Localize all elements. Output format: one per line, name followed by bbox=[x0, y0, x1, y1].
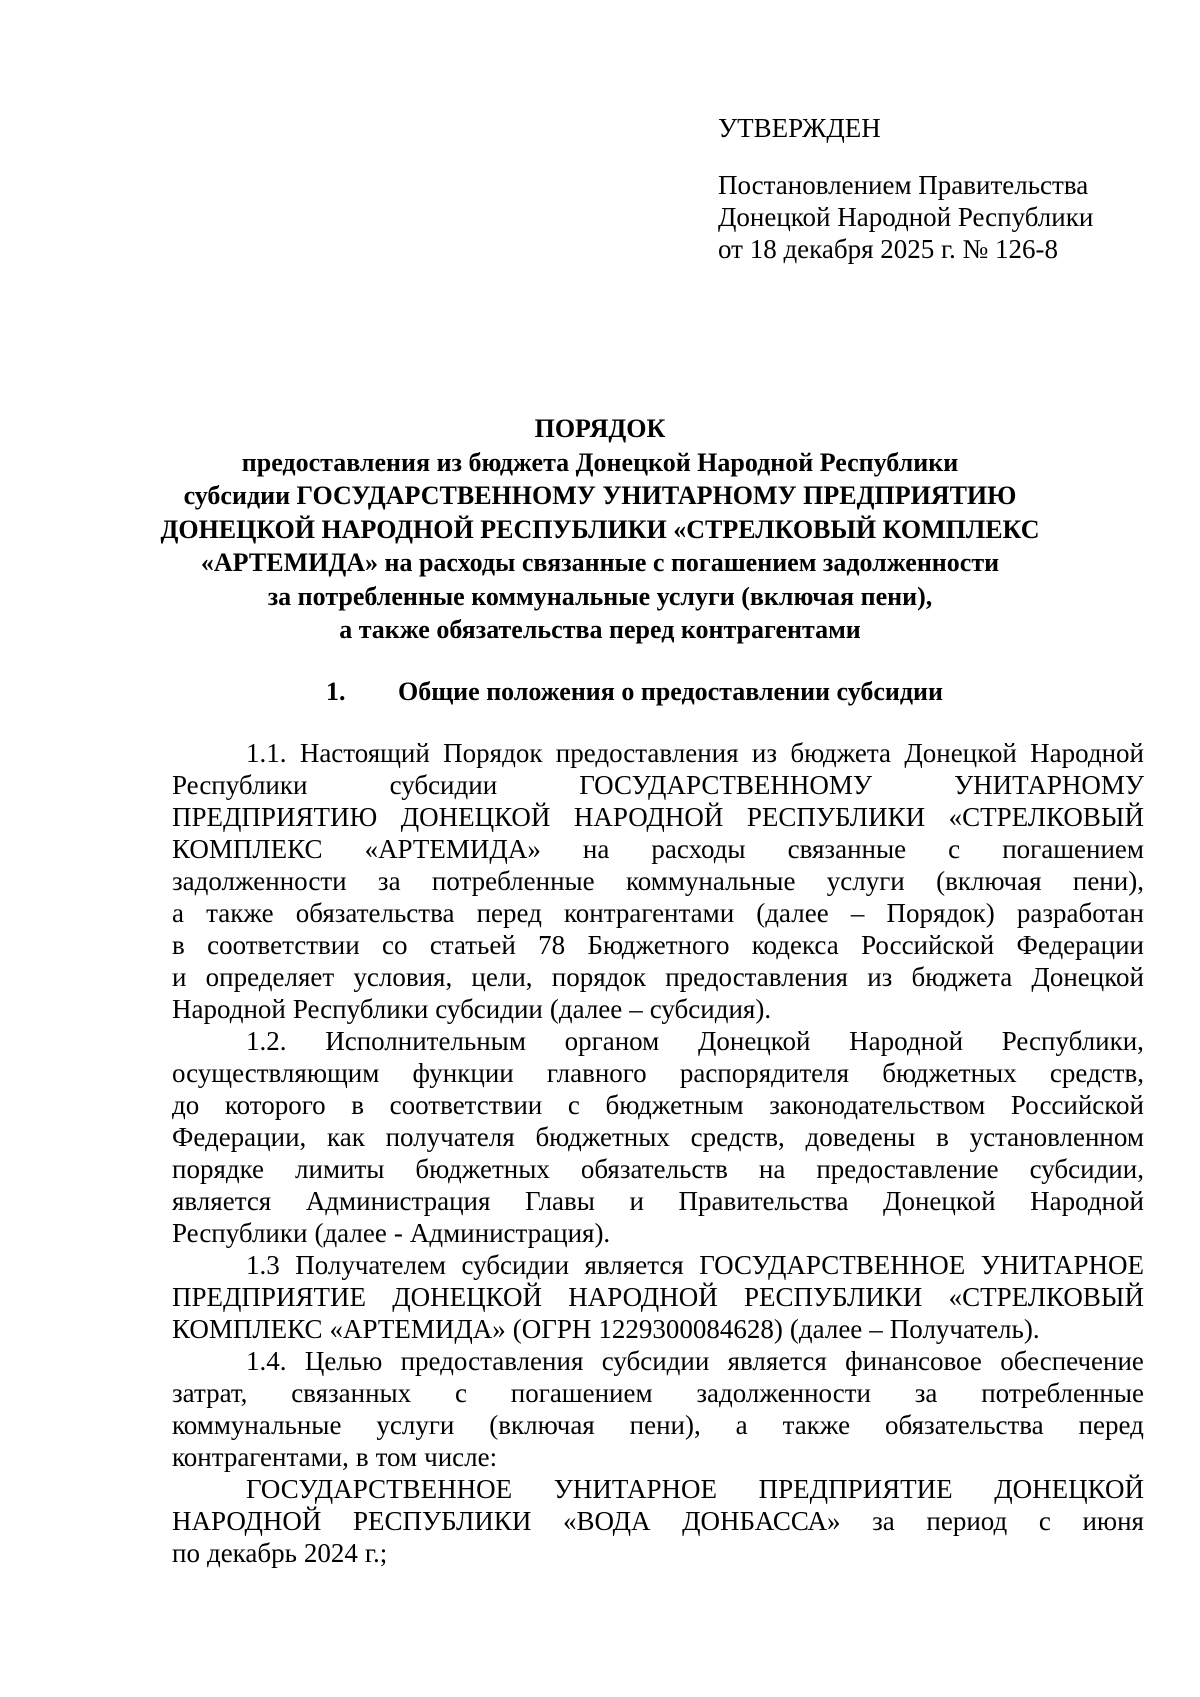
word: финансовое bbox=[845, 1346, 982, 1376]
title-line: а также обязательства перед контрагентами bbox=[339, 615, 861, 644]
text-line bbox=[172, 1377, 1144, 1409]
approval-line: Постановлением Правительства bbox=[718, 170, 1089, 200]
word: субсидии bbox=[461, 1250, 570, 1280]
word: (далее bbox=[549, 994, 623, 1024]
word: с bbox=[455, 1378, 467, 1408]
word: является bbox=[172, 1186, 272, 1216]
word: со bbox=[382, 930, 408, 960]
text-line bbox=[172, 1217, 1144, 1249]
word: субсидии bbox=[435, 994, 543, 1024]
word: и bbox=[172, 962, 187, 992]
text-line bbox=[172, 1089, 1144, 1121]
word: функции bbox=[412, 1058, 514, 1088]
word: 1.1. bbox=[246, 738, 287, 768]
approval-line: Донецкой Народной Республики bbox=[718, 202, 1094, 232]
word: Главы bbox=[524, 1186, 595, 1216]
text-line bbox=[172, 1057, 1144, 1089]
word: также bbox=[206, 898, 274, 928]
text-line bbox=[172, 1185, 1144, 1217]
text-line bbox=[172, 1025, 1144, 1057]
word: которого bbox=[224, 1090, 326, 1120]
word: соответствии bbox=[207, 930, 360, 960]
word: предоставление bbox=[816, 1154, 999, 1184]
word: пени), bbox=[1072, 866, 1144, 896]
approval-block bbox=[718, 112, 1093, 265]
word: Народной bbox=[1030, 1186, 1144, 1216]
word: РЕСПУБЛИКИ bbox=[746, 802, 926, 832]
word: разработан bbox=[1016, 898, 1144, 928]
word: Исполнительным bbox=[325, 1026, 526, 1056]
word: затрат, bbox=[172, 1378, 248, 1408]
word: ГОСУДАРСТВЕННОЕ bbox=[246, 1474, 513, 1504]
text-line bbox=[172, 1313, 1144, 1345]
word: перед bbox=[476, 898, 542, 928]
text-line bbox=[172, 1249, 1144, 1281]
word: и bbox=[629, 1186, 644, 1216]
text-line bbox=[172, 1473, 1144, 1505]
word: является bbox=[584, 1250, 684, 1280]
word: июня bbox=[1082, 1506, 1144, 1536]
text-line bbox=[172, 1441, 1144, 1473]
word: по bbox=[172, 1538, 200, 1568]
word: Донецкой bbox=[883, 1186, 996, 1216]
word: субсидии bbox=[389, 770, 498, 800]
word: предоставления bbox=[555, 738, 739, 768]
word: Получатель). bbox=[889, 1314, 1040, 1344]
word: 1.3 bbox=[246, 1250, 280, 1280]
word: Правительства bbox=[678, 1186, 849, 1216]
title-line: «АРТЕМИДА» на расходы связанные с погашением задолженности bbox=[200, 548, 1000, 577]
title-line: ПОРЯДОК bbox=[534, 414, 666, 443]
word: статьей bbox=[429, 930, 516, 960]
word: Порядок) bbox=[886, 898, 995, 928]
word: с bbox=[948, 834, 961, 864]
word: «АРТЕМИДА» bbox=[329, 1314, 506, 1344]
text-line bbox=[172, 1281, 1144, 1313]
word: соответствии bbox=[389, 1090, 543, 1120]
word: а bbox=[735, 1410, 748, 1440]
word: является bbox=[727, 1346, 827, 1376]
text-line bbox=[172, 865, 1144, 897]
word: УНИТАРНОМУ bbox=[954, 770, 1144, 800]
word: Администрация). bbox=[409, 1218, 611, 1248]
word: (далее bbox=[756, 898, 829, 928]
word: Донецкой bbox=[904, 738, 1017, 768]
text-line bbox=[172, 1121, 1144, 1153]
word: органом bbox=[564, 1026, 660, 1056]
word: расходы bbox=[651, 834, 746, 864]
word: ПРЕДПРИЯТИЕ bbox=[172, 1282, 366, 1312]
word: КОМПЛЕКС bbox=[172, 834, 323, 864]
word: УНИТАРНОЕ bbox=[553, 1474, 717, 1504]
word: бюджета bbox=[790, 738, 891, 768]
word: том bbox=[375, 1442, 418, 1472]
word: в bbox=[355, 1442, 369, 1472]
word: порядок bbox=[551, 962, 646, 992]
word: доведены bbox=[805, 1122, 916, 1152]
word: бюджетных bbox=[415, 1154, 550, 1184]
word: ДОНЕЦКОЙ bbox=[392, 1282, 542, 1312]
word: Федерации bbox=[1016, 930, 1144, 960]
word: ДОНЕЦКОЙ bbox=[994, 1474, 1144, 1504]
text-line bbox=[172, 1505, 1144, 1537]
title-line: предоставления из бюджета Донецкой Народной Республики bbox=[241, 447, 959, 477]
word: предоставления bbox=[665, 962, 848, 992]
text-line bbox=[172, 1345, 1144, 1377]
word: Настоящий bbox=[299, 738, 430, 768]
word: Донецкой bbox=[1031, 962, 1144, 992]
document-body bbox=[172, 737, 1144, 1569]
word: субсидии, bbox=[1029, 1154, 1144, 1184]
word: потребленные bbox=[981, 1378, 1144, 1408]
word: 78 bbox=[538, 930, 566, 960]
word: на bbox=[758, 1154, 786, 1184]
word: главного bbox=[546, 1058, 647, 1088]
word: из bbox=[867, 962, 893, 992]
word: Получателем bbox=[295, 1250, 447, 1280]
word: (далее bbox=[789, 1314, 863, 1344]
word: Бюджетного bbox=[587, 930, 730, 960]
word: период bbox=[926, 1506, 1008, 1536]
word: субсидия). bbox=[649, 994, 772, 1024]
word: распорядителя bbox=[679, 1058, 850, 1088]
word: установленном bbox=[969, 1122, 1144, 1152]
section-title: Общие положения о предоставлении субсидии bbox=[398, 677, 944, 706]
section-number: 1. bbox=[326, 677, 346, 706]
text-line bbox=[172, 961, 1144, 993]
word: Народной bbox=[172, 994, 286, 1024]
word: 1.4. bbox=[246, 1346, 287, 1376]
word: Донецкой bbox=[697, 1026, 811, 1056]
word: контрагентами, bbox=[172, 1442, 349, 1472]
word: (включая bbox=[936, 866, 1042, 896]
word: пени), bbox=[629, 1410, 701, 1440]
text-line bbox=[172, 801, 1144, 833]
word: ГОСУДАРСТВЕННОМУ bbox=[579, 770, 872, 800]
word: Российской bbox=[861, 930, 995, 960]
word: цели, bbox=[471, 962, 533, 992]
text-line bbox=[172, 833, 1144, 865]
word: с bbox=[567, 1090, 580, 1120]
paragraph bbox=[172, 1473, 1144, 1569]
word: (включая bbox=[489, 1410, 595, 1440]
word: с bbox=[1038, 1506, 1051, 1536]
word: кодекса bbox=[751, 930, 839, 960]
word: коммунальные bbox=[626, 866, 796, 896]
word: НАРОДНОЙ bbox=[172, 1506, 322, 1536]
text-line bbox=[172, 929, 1144, 961]
word: НАРОДНОЙ bbox=[568, 1282, 718, 1312]
text-line bbox=[172, 1153, 1144, 1185]
word: РЕСПУБЛИКИ bbox=[744, 1282, 923, 1312]
word: бюджета bbox=[911, 962, 1013, 992]
word: Республики, bbox=[1001, 1026, 1144, 1056]
word: средств, bbox=[1049, 1058, 1144, 1088]
word: Республики bbox=[292, 994, 429, 1024]
word: ПРЕДПРИЯТИЮ bbox=[172, 802, 378, 832]
word: обязательства bbox=[295, 898, 455, 928]
word: погашением bbox=[510, 1378, 653, 1408]
text-line bbox=[172, 897, 1144, 929]
word: на bbox=[582, 834, 610, 864]
paragraph bbox=[172, 1345, 1144, 1473]
word: как bbox=[327, 1122, 365, 1152]
word: перед bbox=[1078, 1410, 1144, 1440]
approval-line: от 18 декабря 2025 г. № 126-8 bbox=[718, 234, 1059, 264]
word: субсидии bbox=[601, 1346, 710, 1376]
word: связанных bbox=[291, 1378, 412, 1408]
word: потребленные bbox=[431, 866, 595, 896]
word: осуществляющим bbox=[172, 1058, 380, 1088]
word: (ОГРН bbox=[512, 1314, 592, 1344]
word: погашением bbox=[1002, 834, 1144, 864]
word: услуги bbox=[826, 866, 905, 896]
word: средств, bbox=[690, 1122, 785, 1152]
paragraph bbox=[172, 1249, 1144, 1345]
word: бюджетных bbox=[535, 1122, 670, 1152]
word: «СТРЕЛКОВЫЙ bbox=[948, 802, 1144, 832]
word: Порядок bbox=[443, 738, 543, 768]
word: связанные bbox=[787, 834, 907, 864]
paragraph bbox=[172, 737, 1144, 1025]
title-line: за потребленные коммунальные услуги (включая пени), bbox=[267, 581, 933, 611]
word: из bbox=[751, 738, 777, 768]
word: Федерации, bbox=[172, 1122, 307, 1152]
word: в bbox=[172, 930, 185, 960]
word: Администрация bbox=[305, 1186, 491, 1216]
word: условия, bbox=[353, 962, 453, 992]
word: 2024 bbox=[303, 1538, 358, 1568]
word: (далее bbox=[314, 1218, 387, 1248]
word: г.; bbox=[364, 1538, 388, 1568]
word: – bbox=[850, 898, 865, 928]
word: задолженности bbox=[696, 1378, 871, 1408]
text-line bbox=[172, 1537, 1144, 1569]
word: порядке bbox=[172, 1154, 265, 1184]
title-line: ДОНЕЦКОЙ НАРОДНОЙ РЕСПУБЛИКИ «СТРЕЛКОВЫЙ КОМПЛЕКС bbox=[160, 514, 1040, 544]
word: Республики bbox=[172, 770, 308, 800]
word: за bbox=[377, 866, 401, 896]
word: «ВОДА bbox=[562, 1506, 651, 1536]
word: определяет bbox=[205, 962, 335, 992]
word: в bbox=[351, 1090, 365, 1120]
word: 1.2. bbox=[246, 1026, 287, 1056]
word: ДОНЕЦКОЙ bbox=[400, 802, 551, 832]
word: в bbox=[936, 1122, 949, 1152]
word: числе: bbox=[424, 1442, 498, 1472]
word: НАРОДНОЙ bbox=[573, 802, 724, 832]
word: Народной bbox=[1030, 738, 1144, 768]
word: обязательств bbox=[580, 1154, 728, 1184]
word: - bbox=[393, 1218, 403, 1248]
word: Республики bbox=[172, 1218, 308, 1248]
paragraph bbox=[172, 1025, 1144, 1249]
word: предоставления bbox=[400, 1346, 584, 1376]
text-line bbox=[172, 737, 1144, 769]
word: обязательства bbox=[885, 1410, 1044, 1440]
word: а bbox=[172, 898, 184, 928]
word: декабрь bbox=[206, 1538, 297, 1568]
word: также bbox=[782, 1410, 851, 1440]
word: коммунальные bbox=[172, 1410, 342, 1440]
approval-stamp: УТВЕРЖДЕН bbox=[718, 113, 881, 143]
word: задолженности bbox=[172, 866, 347, 896]
word: – bbox=[869, 1314, 883, 1344]
word: лимиты bbox=[295, 1154, 385, 1184]
title-line: субсидии ГОСУДАРСТВЕННОМУ УНИТАРНОМУ ПРЕДПРИЯТИЮ bbox=[183, 481, 1017, 510]
text-line bbox=[172, 1409, 1144, 1441]
word: Целью bbox=[304, 1346, 383, 1376]
word: ПРЕДПРИЯТИЕ bbox=[758, 1474, 953, 1504]
word: законодательством bbox=[769, 1090, 986, 1120]
word: Народной bbox=[849, 1026, 964, 1056]
word: ГОСУДАРСТВЕННОЕ bbox=[699, 1250, 966, 1280]
word: ДОНБАССА» bbox=[682, 1506, 841, 1536]
word: бюджетных bbox=[882, 1058, 1017, 1088]
word: 1229300084628) bbox=[598, 1314, 783, 1344]
word: обеспечение bbox=[1000, 1346, 1144, 1376]
word: за bbox=[914, 1378, 938, 1408]
word: РЕСПУБЛИКИ bbox=[353, 1506, 532, 1536]
word: Российской bbox=[1010, 1090, 1144, 1120]
word: до bbox=[172, 1090, 200, 1120]
text-line bbox=[172, 993, 1144, 1025]
word: бюджетным bbox=[605, 1090, 744, 1120]
word: услуги bbox=[376, 1410, 455, 1440]
word: за bbox=[872, 1506, 895, 1536]
text-line bbox=[172, 769, 1144, 801]
word: контрагентами bbox=[564, 898, 735, 928]
word: «АРТЕМИДА» bbox=[364, 834, 541, 864]
word: КОМПЛЕКС bbox=[172, 1314, 323, 1344]
word: УНИТАРНОЕ bbox=[980, 1250, 1144, 1280]
section-heading bbox=[326, 676, 943, 708]
word: – bbox=[629, 994, 643, 1024]
word: получателя bbox=[385, 1122, 515, 1152]
document-title bbox=[150, 412, 1050, 647]
word: «СТРЕЛКОВЫЙ bbox=[948, 1282, 1144, 1312]
